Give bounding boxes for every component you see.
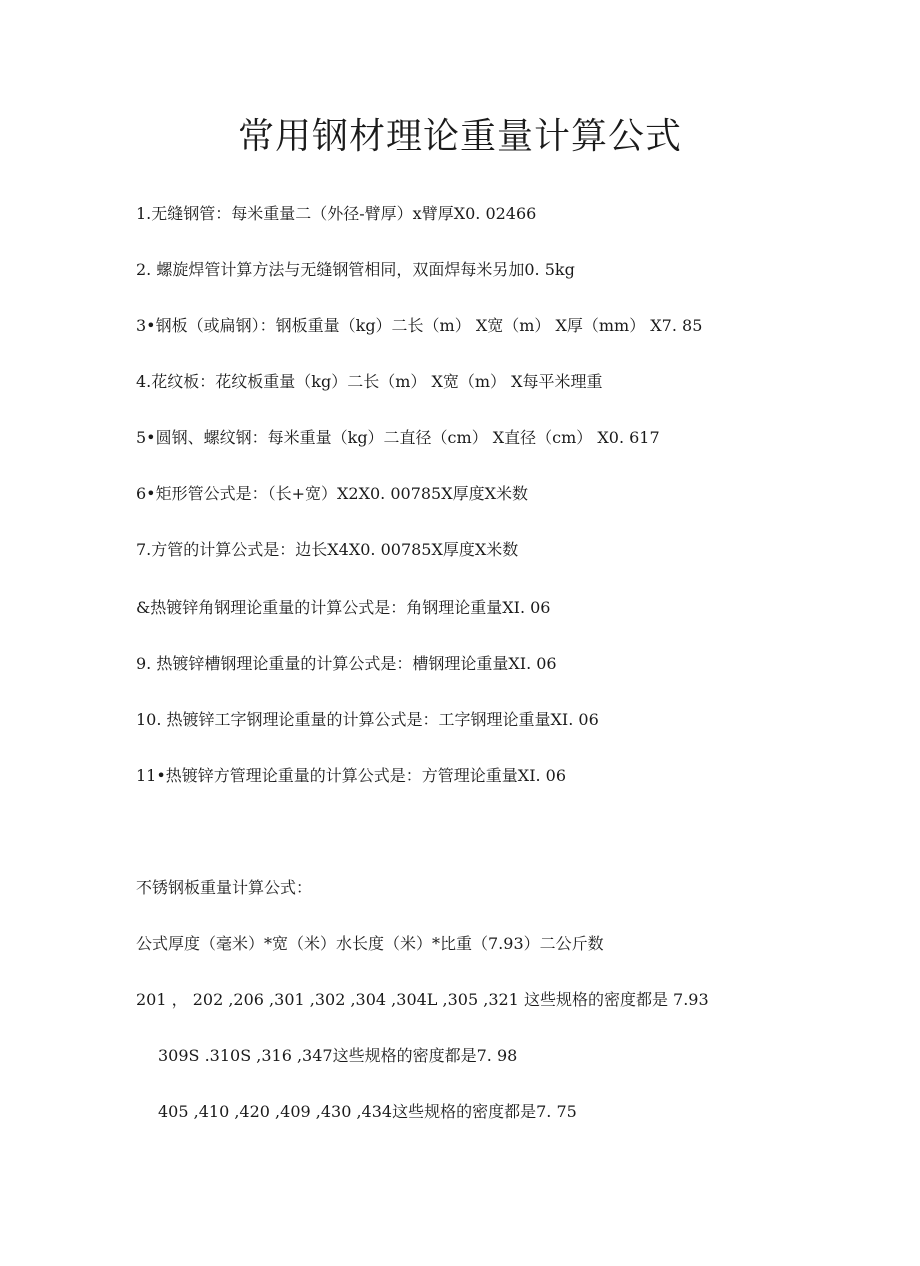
formula-line: 6•矩形管公式是：（长+宽）X2X0. 00785X厚度X米数 bbox=[136, 484, 529, 503]
formula-line: 11•热镀锌方管理论重量的计算公式是：方管理论重量XI. 06 bbox=[136, 766, 567, 785]
formula-line: &热镀锌角钢理论重量的计算公式是：角钢理论重量XI. 06 bbox=[136, 598, 551, 617]
formula-line: 3•钢板（或扁钢）：钢板重量（kg）二长（m） X宽（m） X厚（mm） X7. 85 bbox=[136, 316, 703, 335]
formula-line: 5•圆钢、螺纹钢：每米重量（kg）二直径（cm） X直径（cm） X0. 617 bbox=[136, 428, 660, 447]
grade-line: 405 ,410 ,420 ,409 ,430 ,434这些规格的密度都是7. 75 bbox=[158, 1102, 577, 1121]
formula-line: 公式厚度（毫米）*宽（米）水长度（米）*比重（7.93）二公斤数 bbox=[136, 934, 604, 953]
formula-line: 7.方管的计算公式是：边长X4X0. 00785X厚度X米数 bbox=[136, 540, 519, 559]
formula-line: 10. 热镀锌工字钢理论重量的计算公式是：工字钢理论重量XI. 06 bbox=[136, 710, 599, 729]
formula-line: 9. 热镀锌槽钢理论重量的计算公式是：槽钢理论重量XI. 06 bbox=[136, 654, 557, 673]
grade-line: 201 ， 202 ,206 ,301 ,302 ,304 ,304L ,305 ,321 这些规格的密度都是 7.93 bbox=[136, 990, 709, 1009]
formula-line: 2. 螺旋焊管计算方法与无缝钢管相同，双面焊每米另加0. 5kg bbox=[136, 260, 575, 279]
formula-line: 1.无缝钢管：每米重量二（外径-臂厚）x臂厚X0. 02466 bbox=[136, 204, 537, 223]
page-title: 常用钢材理论重量计算公式 bbox=[237, 116, 682, 157]
grade-line: 309S .310S ,316 ,347这些规格的密度都是7. 98 bbox=[158, 1046, 518, 1065]
section-heading: 不锈钢板重量计算公式： bbox=[136, 878, 313, 897]
formula-line: 4.花纹板：花纹板重量（kg）二长（m） X宽（m） X每平米理重 bbox=[136, 372, 603, 391]
